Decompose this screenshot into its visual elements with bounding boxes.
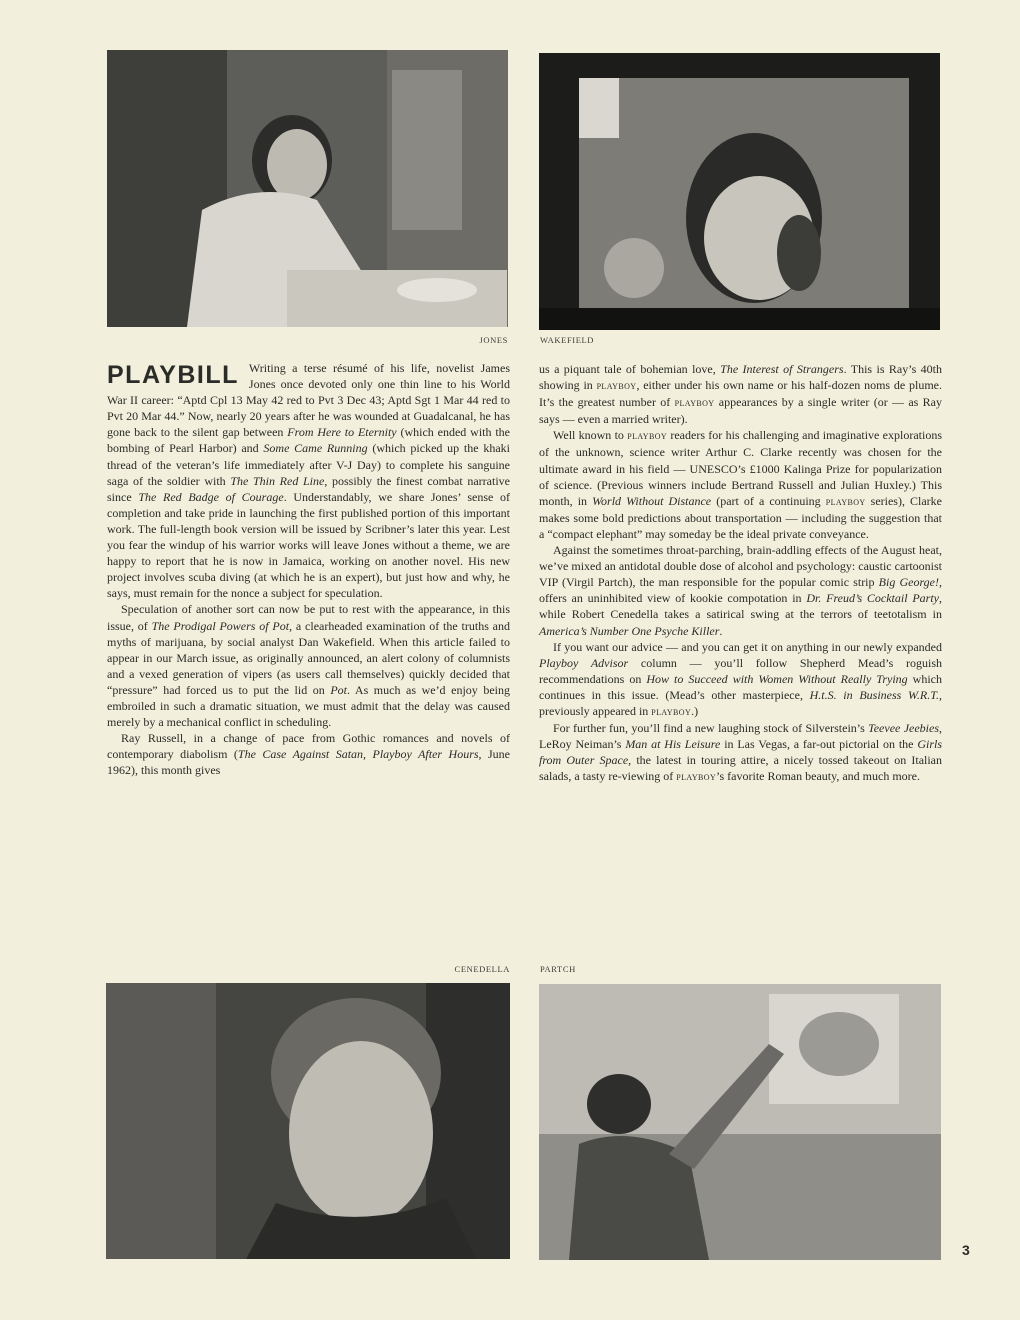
paragraph: Speculation of another sort can now be put to rest with the appearance, in this issue, of The Prodigal Powers of Pot, a clearheaded examination of the truths and myths of marijuana, by social analyst Dan Wakefield. When this article failed to appear in our March issue, as originally announced, an alert colony of columnists and a vexed generation of vipers (as users call themselves) quickly decided that “pressure” had forced us to put the lid on Pot. As much as we’d enjoy being embroiled in such a dramatic situation, we must admit that the delay was caused merely by a mechanical conflict in scheduling. [107, 602, 511, 730]
caption-cenedella: CENEDELLA [454, 964, 510, 974]
photo-partch [539, 984, 941, 1260]
headline-playbill: PLAYBILL [107, 361, 239, 389]
paragraph: Ray Russell, in a change of pace from Gothic romances and novels of contemporary diabolism (The Case Against Satan, Playboy After Hours, June 1962), this month gives [107, 731, 511, 778]
photo-cenedella [106, 983, 510, 1259]
caption-jones: JONES [479, 335, 508, 345]
photo-jones [107, 50, 508, 327]
paragraph: Writing a terse résumé of his life, novelist James Jones once devoted only one thin line to his World War II career: “Aptd Cpl 13 May 42 red to Pvt 3 Dec 43; Aptd Sgt 1 Mar 44 red to Pvt 20 Mar 44.” Now, nearly 20 years after he was wounded at Guadalcanal, he has gone back to the silent gap between From Here to Eternity (which ended with the bombing of Pearl Harbor) and Some Came Running (which picked up the khaki thread of the veteran’s life immediately after V-J Day) to complete his sanguine saga of the soldier with The Thin Red Line, possibly the finest combat narrative since The Red Badge of Courage. Understandably, we share Jones’ sense of completion and take pride in launching the first published portion of this important work. The full-length book version will be issued by Scribner’s later this year. Lest you fear the windup of his warrior works will leave Jones without a theme, we are happy to report that he is now in Jamaica, working on another novel. His new project involves scuba diving (at which he is an expert), but just how and why, he says, must remain for the nonce a subject for speculation. [107, 361, 511, 601]
paragraph: If you want our advice — and you can get it on anything in our newly expanded Playboy Advisor column — you’ll follow Shepherd Mead’s roguish recommendations on How to Succeed with Women Without Really Trying which continues in this issue. (Mead’s other masterpiece, H.t.S. in Business W.R.T., previously appeared in playboy.) [539, 639, 942, 718]
article-left-column [107, 360, 510, 778]
caption-wakefield: WAKEFIELD [540, 335, 595, 345]
photo-wakefield [539, 53, 940, 330]
caption-partch: PARTCH [540, 964, 576, 974]
paragraph: Well known to playboy readers for his challenging and imaginative explorations of the unknown, science writer Arthur C. Clarke recently was chosen for the ultimate award in his field — UNESCO’s £1000 Kalinga Prize for popularization of science. (Previous winners include Bertrand Russell and Julian Huxley.) This month, in World Without Distance (part of a continuing playboy series), Clarke makes some bold predictions about transportation — including the suggestion that a “compact elephant” may someday be the ideal private conveyance. [539, 428, 943, 541]
article-right-column [539, 361, 942, 785]
paragraph: us a piquant tale of bohemian love, The Interest of Strangers. This is Ray’s 40th showing in playboy, either under his own name or his half-dozen noms de plume. It’s the greatest number of playboy appearances by a single writer (or — as Ray says — even a married writer). [539, 362, 942, 427]
paragraph: Against the sometimes throat-parching, brain-addling effects of the August heat, we’ve mixed an antidotal double dose of alcohol and psychology: caustic cartoonist VIP (Virgil Partch), the man responsible for the popular comic strip Big George!, offers an uninhibited view of kookie compotation in Dr. Freud’s Cocktail Party, while Robert Cenedella takes a satirical swing at the terrors of teetotalism in America’s Number One Psyche Killer. [539, 543, 943, 638]
page-number: 3 [962, 1242, 970, 1258]
paragraph: For further fun, you’ll find a new laughing stock of Silverstein’s Teevee Jeebies, LeRoy Neiman’s Man at His Leisure in Las Vegas, a far-out pictorial on the Girls from Outer Space, the latest in touring attire, a nicely tossed takeout on Italian salads, a tasty re-viewing of playboy’s favorite Roman beauty, and much more. [539, 721, 943, 784]
